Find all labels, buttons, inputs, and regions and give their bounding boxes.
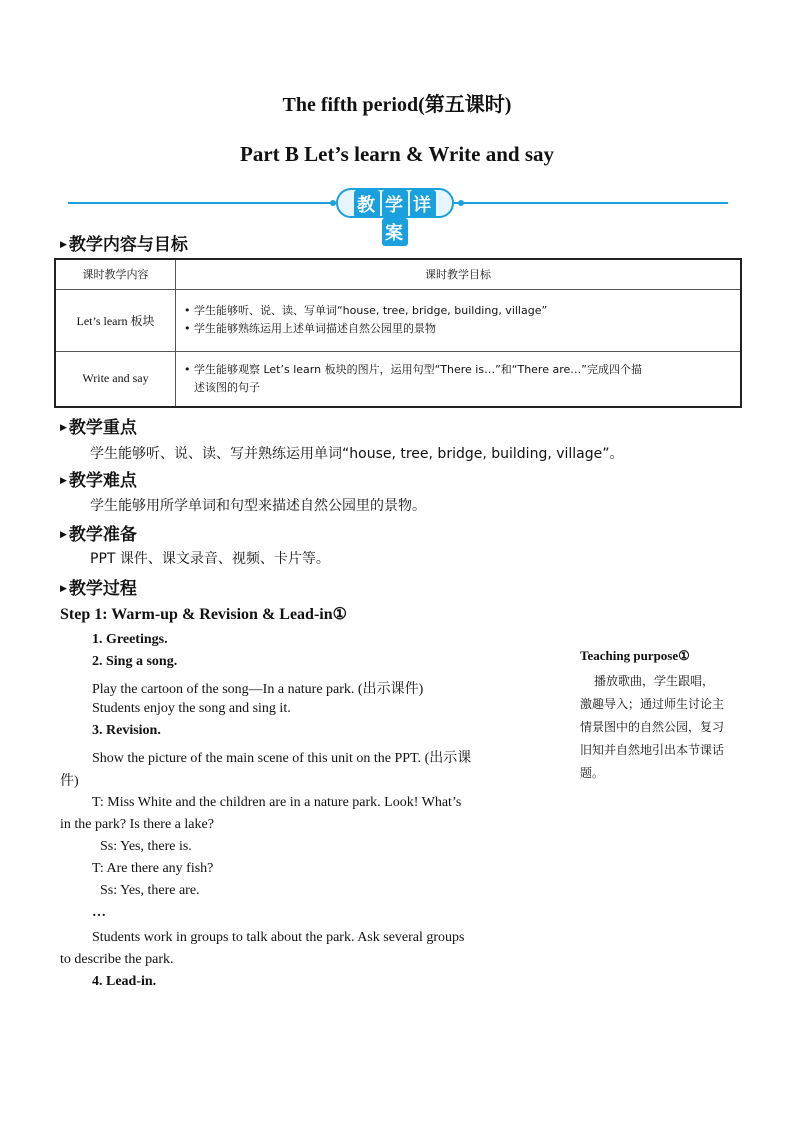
step-line: 3. Revision. [92, 723, 161, 738]
section-heading [60, 413, 137, 438]
table-cell-content: Let’s learn 板块 [55, 289, 176, 351]
step-line: in the park? Is there a lake? [60, 817, 214, 832]
banner-line-right [454, 202, 728, 204]
triangle-bullet-icon: ▶ [60, 423, 67, 433]
goal-line: • 学生能够熟练运用上述单词描述自然公园里的景物 [184, 322, 436, 335]
step-line: to describe the park. [60, 952, 174, 967]
goal-line: • 学生能够听、说、读、写单词“house, tree, bridge, building, village” [184, 304, 548, 317]
banner-char: 学 [382, 190, 408, 218]
side-note-line: 旧知并自然地引出本节课话 [580, 743, 725, 757]
step-line: Ss: Yes, there is. [100, 839, 192, 854]
section-label: 教学难点 [68, 471, 137, 491]
section-heading [60, 230, 188, 255]
table-header: 课时教学目标 [176, 259, 742, 289]
section-label: 教学重点 [68, 418, 137, 438]
step-line: 件) [60, 774, 79, 789]
step-line: Students enjoy the song and sing it. [92, 701, 291, 716]
banner-char: 详 [410, 190, 436, 218]
side-note-line: 播放歌曲，学生跟唱， [594, 674, 715, 688]
banner-dot-right [458, 200, 464, 206]
page-title: The fifth period(第五课时) [282, 94, 512, 116]
step-line: Show the picture of the main scene of this unit on the PPT. (出示课 [92, 751, 472, 766]
step-line: … [92, 905, 106, 920]
banner-char: 教 [354, 190, 380, 218]
table-row [55, 351, 741, 407]
step-line: Students work in groups to talk about the park. Ask several groups [92, 930, 465, 945]
side-note-line: 题。 [580, 766, 605, 780]
banner-label [344, 190, 446, 246]
section-label: 教学过程 [68, 579, 137, 599]
side-note-line: 情景图中的自然公园，复习 [580, 720, 725, 734]
step-line: 1. Greetings. [92, 632, 168, 647]
difficulties-text: 学生能够用所学单词和句型来描述自然公园里的景物。 [90, 498, 426, 514]
triangle-bullet-icon: ▶ [60, 476, 67, 486]
triangle-bullet-icon: ▶ [60, 240, 67, 250]
preparation-text: PPT 课件、课文录音、视频、卡片等。 [90, 551, 330, 567]
triangle-bullet-icon: ▶ [60, 530, 67, 540]
section-label: 教学内容与目标 [68, 235, 188, 255]
goal-line: 述该图的句子 [194, 380, 260, 394]
side-note-line: 激趣导入；通过师生讨论主 [580, 697, 725, 711]
banner-char: 案 [382, 218, 408, 246]
table-header: 课时教学内容 [55, 259, 176, 289]
key-points-text: 学生能够听、说、读、写并熟练运用单词“house, tree, bridge, building, village”。 [90, 446, 624, 462]
step-line: 4. Lead-in. [92, 974, 157, 989]
step-line: Play the cartoon of the song—In a nature park. (出示课件) [92, 682, 424, 697]
section-heading [60, 574, 137, 599]
page-subtitle: Part B Let’s learn & Write and say [240, 142, 554, 166]
table-cell-goals [176, 289, 742, 351]
banner-line-left [68, 202, 336, 204]
section-heading [60, 466, 137, 491]
step-line: 2. Sing a song. [92, 654, 178, 669]
table-header-row [55, 259, 741, 289]
table-row [55, 289, 741, 351]
side-note-title: Teaching purpose① [580, 648, 690, 663]
step-line: Ss: Yes, there are. [100, 883, 200, 898]
goal-line: • 学生能够观察 Let’s learn 板块的图片，运用句型“There is…”和“There are…”完成四个描 [184, 362, 642, 376]
section-heading [60, 520, 137, 545]
table-cell-content: Write and say [55, 351, 176, 407]
step-heading: Step 1: Warm-up & Revision & Lead-in① [60, 606, 347, 623]
triangle-bullet-icon: ▶ [60, 584, 67, 594]
step-line: T: Miss White and the children are in a nature park. Look! What’s [92, 795, 462, 810]
step-line: T: Are there any fish? [92, 861, 214, 876]
table-cell-goals [176, 351, 742, 407]
goals-table [54, 258, 742, 408]
section-label: 教学准备 [68, 525, 137, 545]
